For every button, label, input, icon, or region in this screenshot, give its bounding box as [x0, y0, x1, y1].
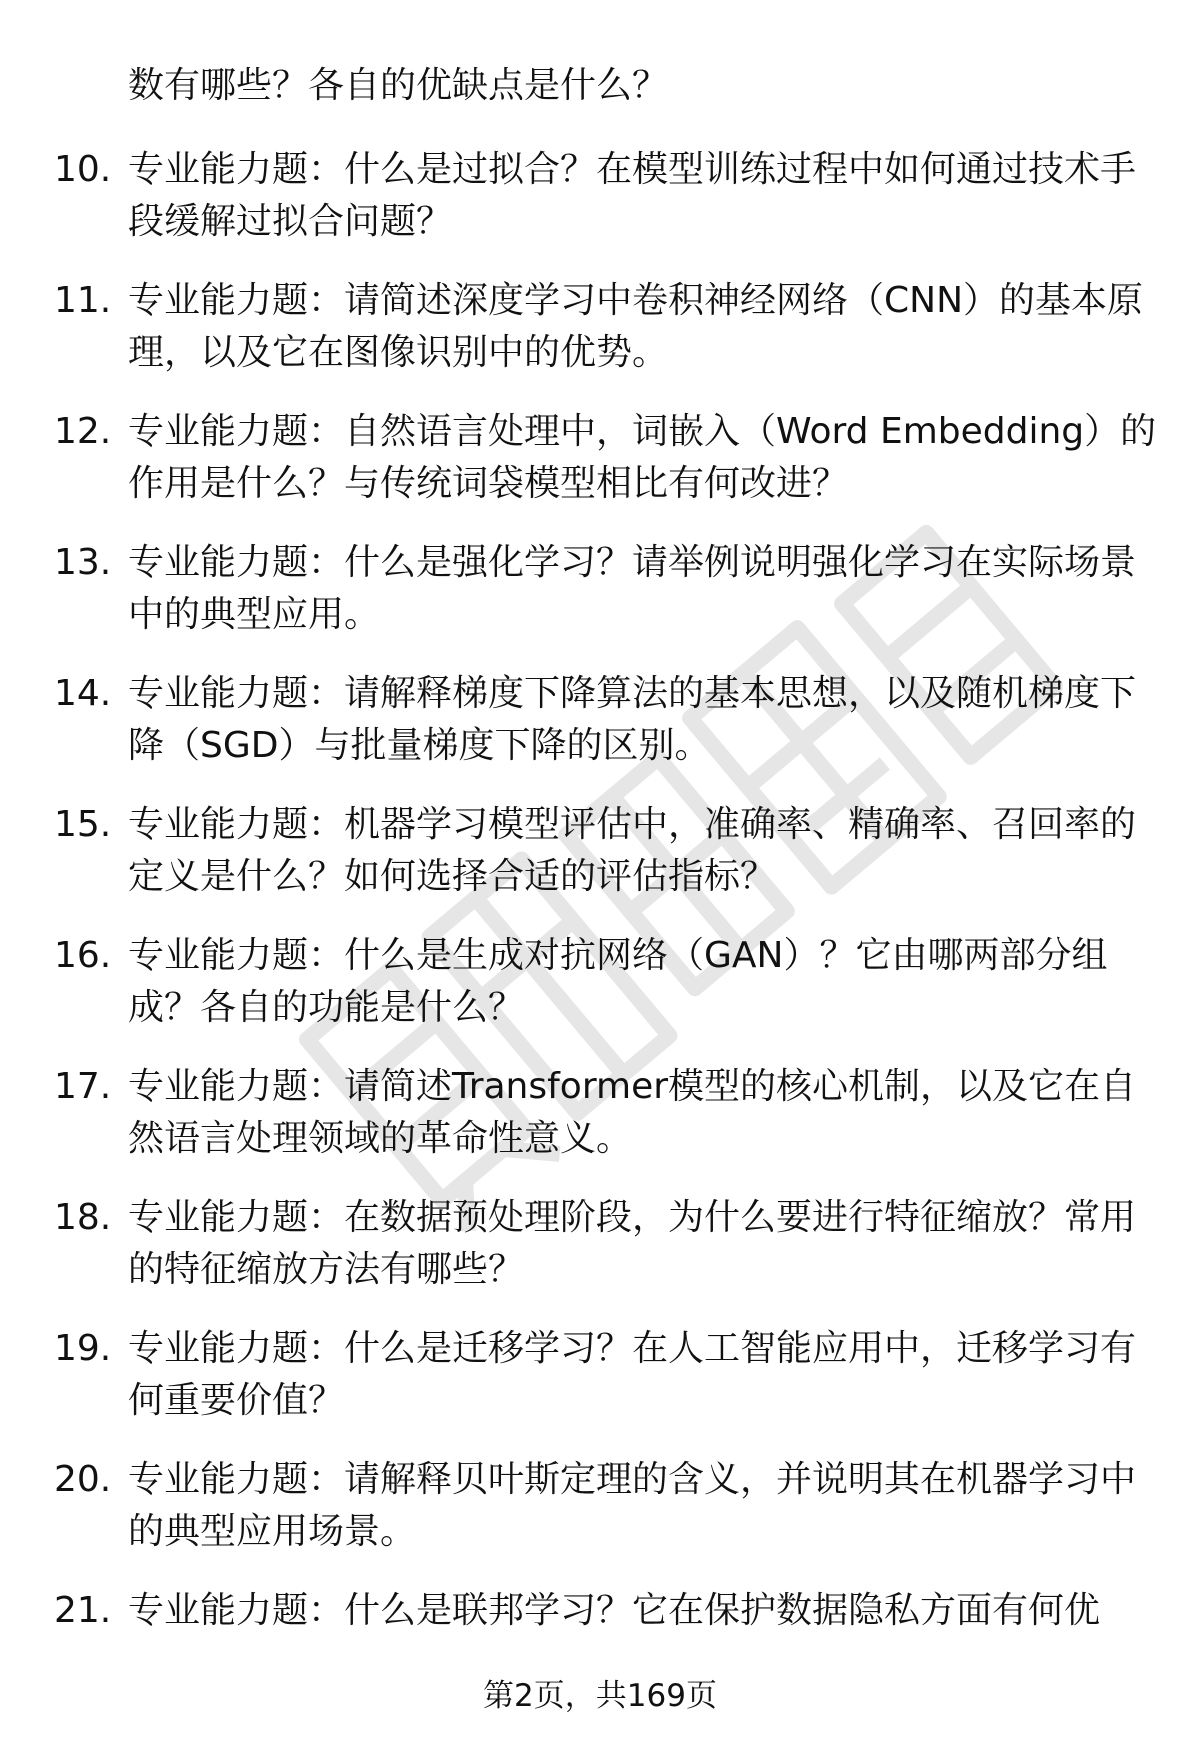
- question-number: 21.: [54, 1590, 112, 1631]
- question-number: 18.: [54, 1197, 112, 1238]
- list-item: [0, 1323, 1200, 1454]
- question-continuation-text: 数有哪些？各自的优缺点是什么？: [128, 65, 669, 106]
- question-number: 19.: [54, 1328, 112, 1369]
- question-text: 专业能力题：请简述Transformer模型的核心机制，以及它在自然语言处理领域的革命性意义。: [128, 1066, 1137, 1159]
- question-text: 专业能力题：什么是迁移学习？在人工智能应用中，迁移学习有何重要价值？: [128, 1328, 1137, 1421]
- question-number: 20.: [54, 1459, 112, 1500]
- question-number: 16.: [54, 935, 112, 976]
- list-item: [0, 275, 1200, 406]
- question-number: 11.: [54, 280, 112, 321]
- list-item: [0, 1061, 1200, 1192]
- question-number: 15.: [54, 804, 112, 845]
- question-number: 10.: [54, 149, 112, 190]
- list-item: [0, 1454, 1200, 1585]
- list-item: [0, 668, 1200, 799]
- list-item: [0, 537, 1200, 668]
- question-text: 专业能力题：请解释贝叶斯定理的含义，并说明其在机器学习中的典型应用场景。: [128, 1459, 1137, 1552]
- question-number: 12.: [54, 411, 112, 452]
- list-item: [0, 930, 1200, 1061]
- question-text: 专业能力题：什么是强化学习？请举例说明强化学习在实际场景中的典型应用。: [128, 542, 1137, 635]
- question-number: 14.: [54, 673, 112, 714]
- question-text: 专业能力题：在数据预处理阶段，为什么要进行特征缩放？常用的特征缩放方法有哪些？: [128, 1197, 1137, 1290]
- list-item: [0, 144, 1200, 275]
- list-item: [0, 406, 1200, 537]
- question-text: 专业能力题：什么是过拟合？在模型训练过程中如何通过技术手段缓解过拟合问题？: [128, 149, 1137, 242]
- question-list: [0, 144, 1200, 1716]
- question-text: 专业能力题：自然语言处理中，词嵌入（Word Embedding）的作用是什么？与传统词袋模型相比有何改进？: [128, 411, 1157, 504]
- page-number-footer: 第2页，共169页: [483, 1678, 717, 1714]
- question-text: 专业能力题：请解释梯度下降算法的基本思想，以及随机梯度下降（SGD）与批量梯度下降的区别。: [128, 673, 1137, 766]
- list-item: [0, 799, 1200, 930]
- question-text: 专业能力题：什么是联邦学习？它在保护数据隐私方面有何优: [128, 1590, 1101, 1631]
- question-text: 专业能力题：什么是生成对抗网络（GAN）？它由哪两部分组成？各自的功能是什么？: [128, 935, 1108, 1028]
- list-item: [0, 1192, 1200, 1323]
- question-text: 专业能力题：请简述深度学习中卷积神经网络（CNN）的基本原理，以及它在图像识别中的优势。: [128, 280, 1143, 373]
- question-number: 17.: [54, 1066, 112, 1107]
- question-text: 专业能力题：机器学习模型评估中，准确率、精确率、召回率的定义是什么？如何选择合适的评估指标？: [128, 804, 1137, 897]
- question-number: 13.: [54, 542, 112, 583]
